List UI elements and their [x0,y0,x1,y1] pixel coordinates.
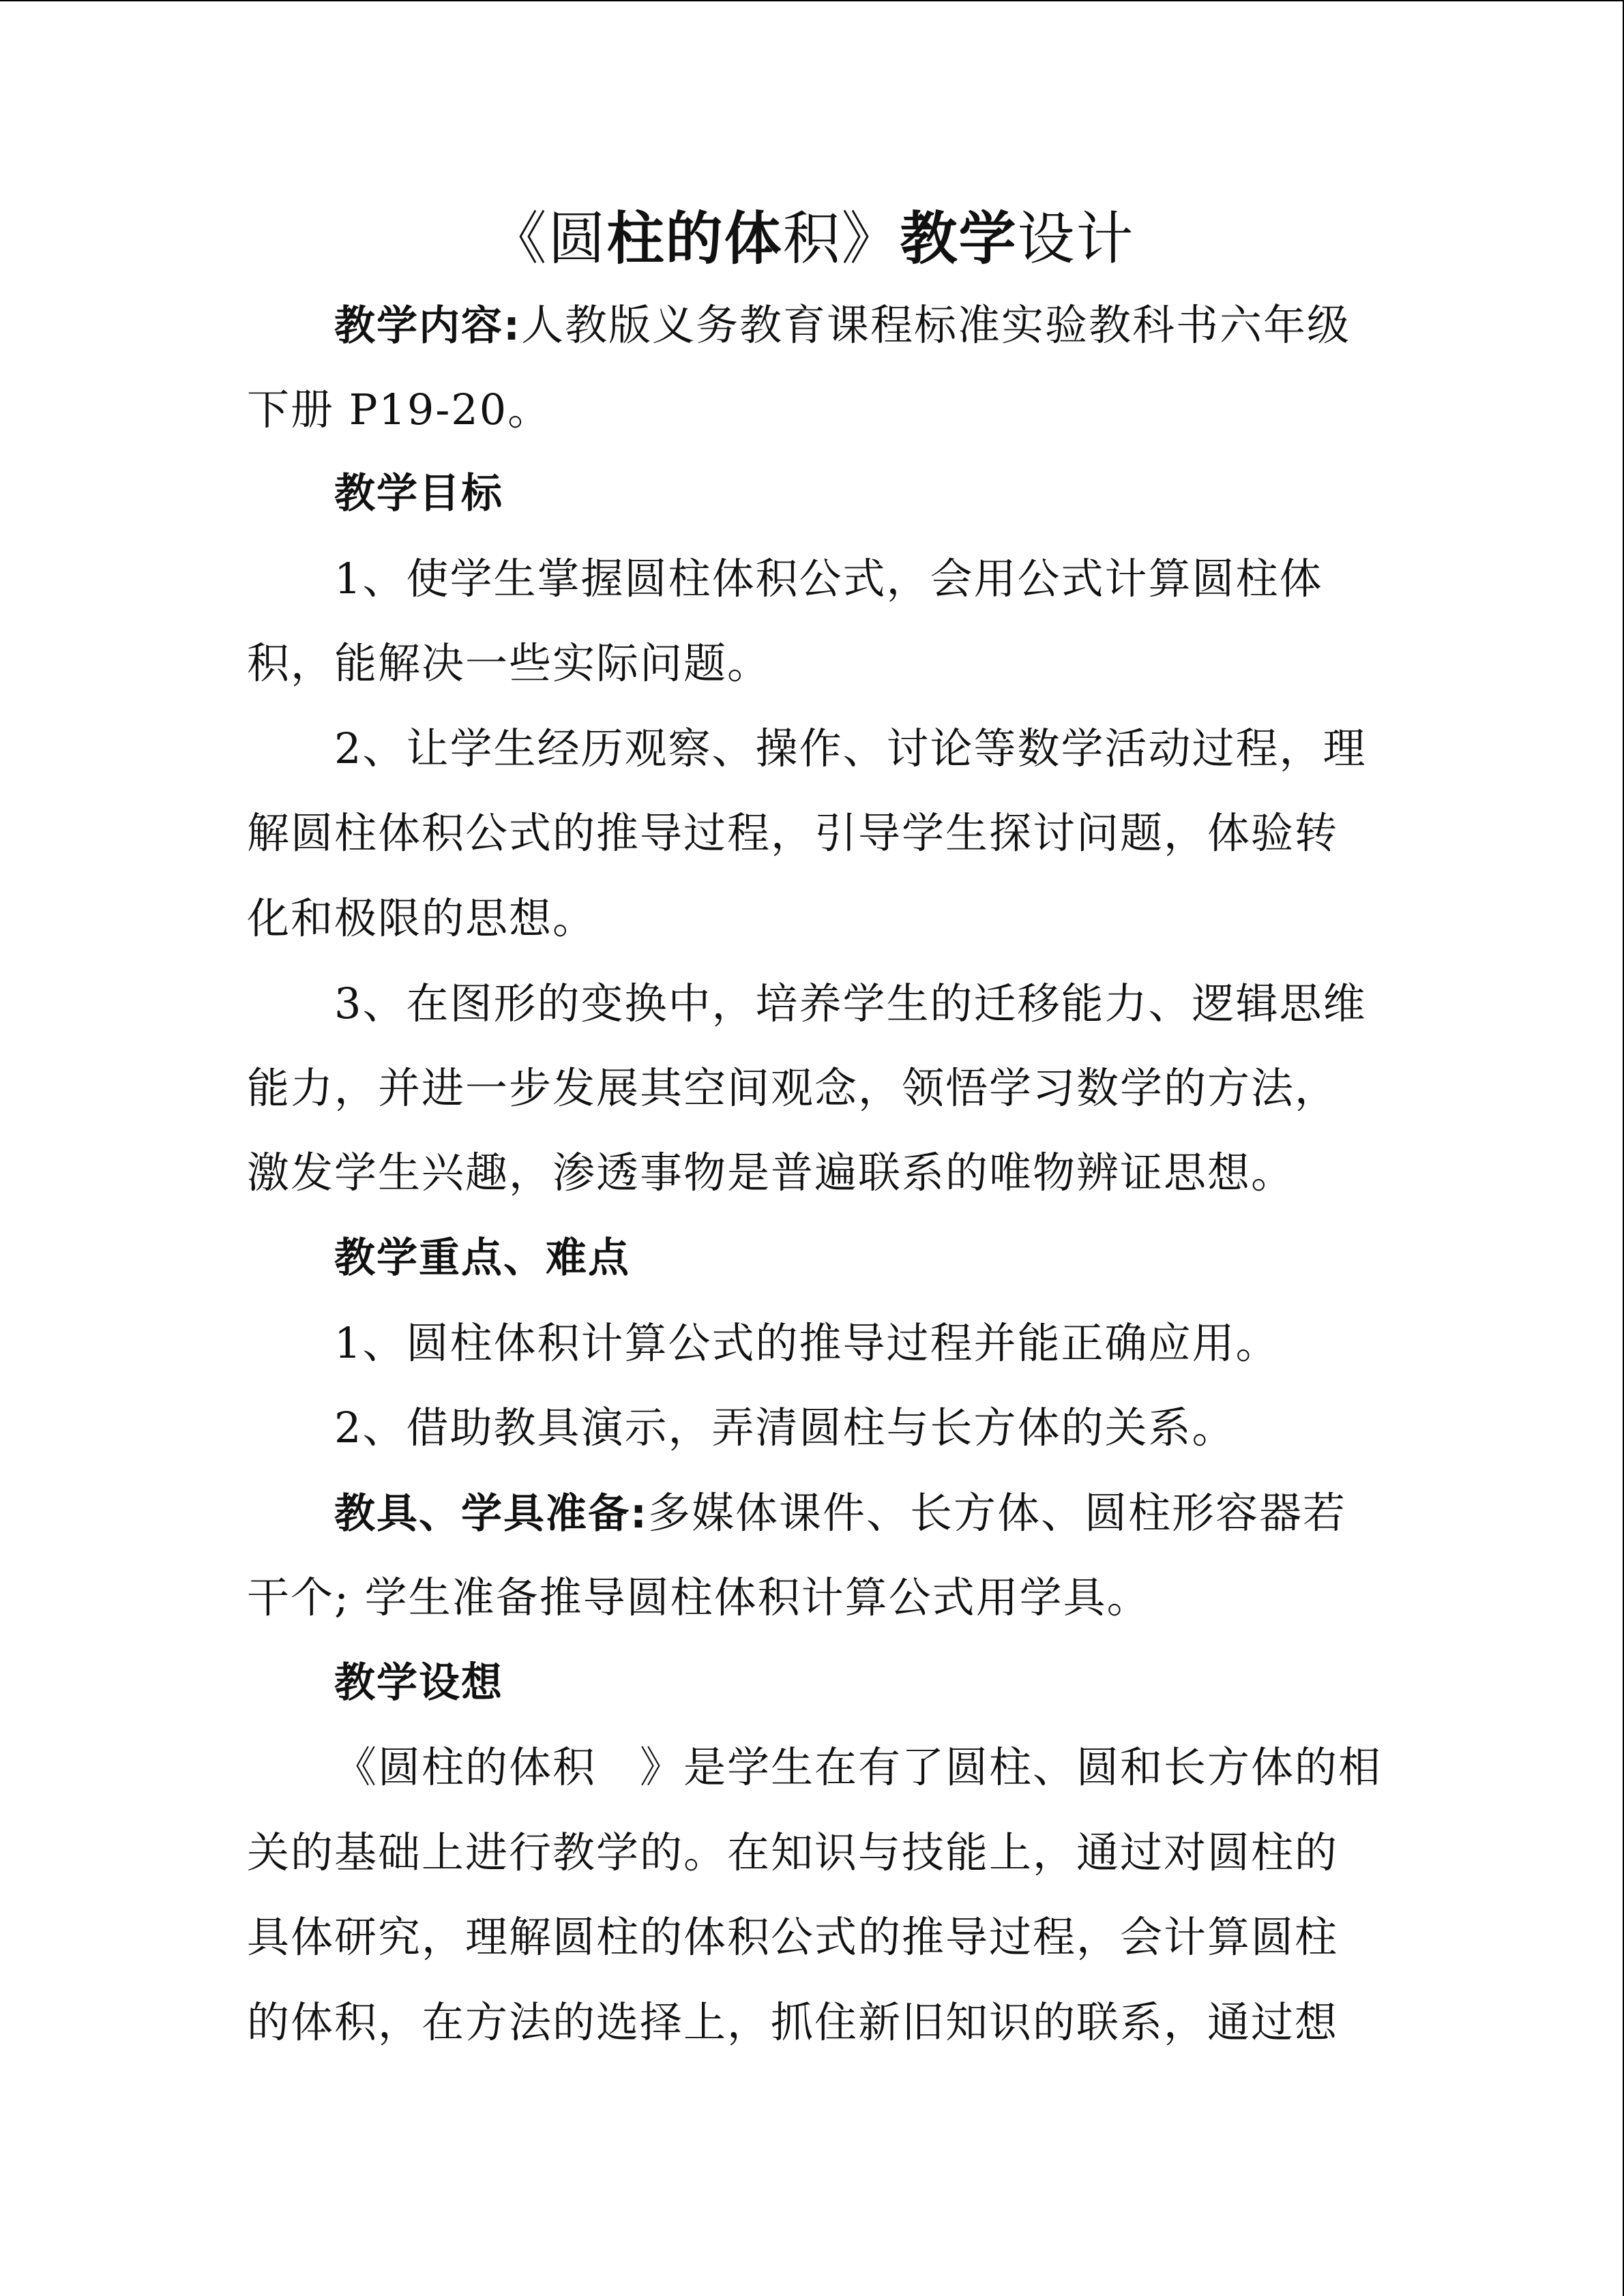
content-label: 教学内容 [334,302,503,350]
objective-3-line-1: 3、在图形的变换中，培养学生的迁移能力、逻辑思维 [334,979,1367,1028]
title-part-4: 教学 [900,205,1018,272]
title-part-3: 积》 [782,205,900,272]
content-colon: : [503,302,521,350]
title-part-1: 《圆 [489,205,607,272]
materials-colon: : [630,1490,648,1538]
design-line-3: 具体研究，理解圆柱的体积公式的推导过程，会计算圆柱 [247,1912,1339,1962]
title-part-5: 设计 [1017,205,1135,272]
title-part-2: 柱的体 [606,205,783,272]
key-point-2: 2、借助教具演示，弄清圆柱与长方体的关系。 [334,1403,1236,1452]
objective-2-line-1: 2、让学生经历观察、操作、讨论等数学活动过程，理 [334,724,1367,773]
objective-3-line-2: 能力，并进一步发展其空间观念，领悟学习数学的方法， [247,1063,1339,1113]
design-heading: 教学设想 [334,1659,503,1707]
key-points-heading: 教学重点、难点 [334,1234,630,1282]
materials-line-1 [334,1478,1346,1549]
design-line-4: 的体积，在方法的选择上，抓住新旧知识的联系，通过想 [247,1997,1339,2047]
document-title [0,201,1624,276]
objective-2-line-3: 化和极限的思想。 [247,893,597,943]
objective-2-line-2: 解圆柱体积公式的推导过程，引导学生探讨问题，体验转 [247,808,1339,858]
content-line-1 [334,290,1350,361]
objective-1-line-1: 1、使学生掌握圆柱体积公式，会用公式计算圆柱体 [334,554,1323,603]
objective-1-line-2: 积，能解决一些实际问题。 [247,638,771,688]
design-line-1: 《圆柱的体积 》是学生在有了圆柱、圆和长方体的相 [334,1742,1383,1792]
content-text-1: 人教版义务教育课程标准实验教科书六年级 [521,300,1351,350]
key-point-1: 1、圆柱体积计算公式的推导过程并能正确应用。 [334,1318,1280,1368]
materials-text-1: 多媒体课件、长方体、圆柱形容器若 [648,1488,1347,1538]
content-line-2: 下册 P19-20。 [247,385,552,434]
design-line-2: 关的基础上进行教学的。在知识与技能上，通过对圆柱的 [247,1828,1339,1877]
materials-label: 教具、学具准备 [334,1490,630,1538]
materials-line-2: 干个; 学生准备推导圆柱体积计算公式用学具。 [247,1572,1151,1622]
objectives-heading: 教学目标 [334,470,503,518]
objective-3-line-3: 激发学生兴趣，渗透事物是普遍联系的唯物辨证思想。 [247,1148,1295,1197]
